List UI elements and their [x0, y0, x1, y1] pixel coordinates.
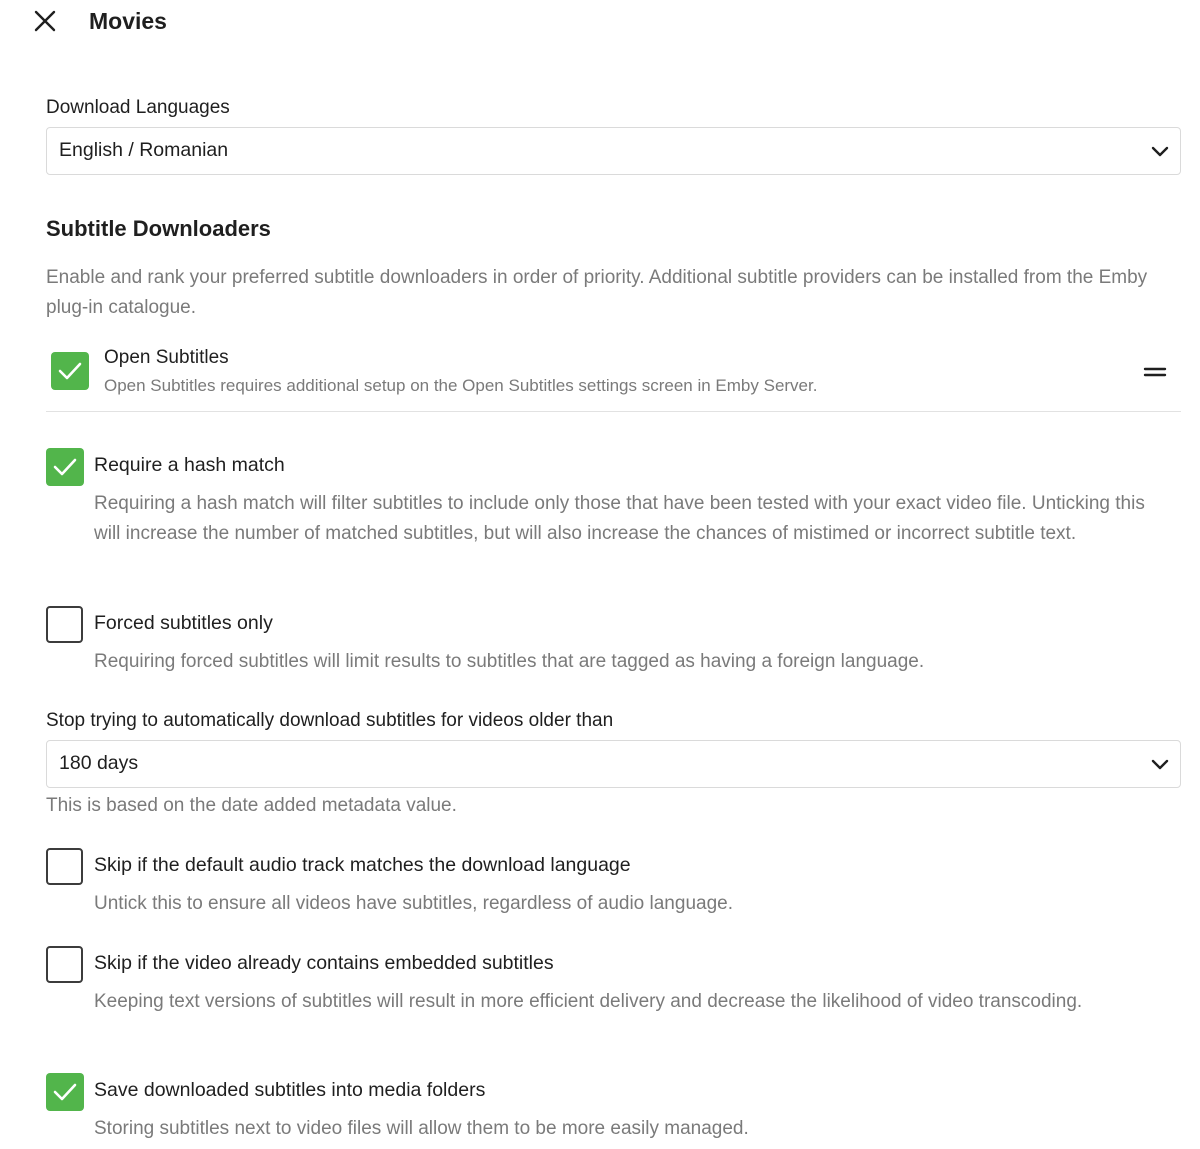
chevron-down-icon — [1150, 141, 1170, 161]
forced-only-checkbox[interactable] — [46, 606, 83, 643]
require-hash-label: Require a hash match — [94, 454, 285, 476]
skip-embedded-checkbox[interactable] — [46, 946, 83, 983]
chevron-down-icon — [1150, 754, 1170, 774]
provider-description: Open Subtitles requires additional setup on the Open Subtitles settings screen in Emby Server. — [104, 376, 818, 395]
age-limit-help: This is based on the date added metadata value. — [46, 795, 457, 816]
skip-audio-checkbox[interactable] — [46, 848, 83, 885]
close-icon — [34, 10, 56, 32]
subtitle-downloaders-description: Enable and rank your preferred subtitle downloaders in order of priority. Additional subtitle providers can be installed from the Emby plug-in catalogue. — [46, 267, 1148, 318]
checkmark-icon — [46, 448, 84, 486]
provider-enabled-checkbox[interactable] — [51, 352, 89, 390]
page-title: Movies — [89, 8, 167, 34]
skip-embedded-label: Skip if the video already contains embedded subtitles — [94, 952, 554, 974]
drag-handle-icon[interactable] — [1143, 364, 1167, 380]
download-languages-label: Download Languages — [46, 97, 230, 118]
save-in-media-checkbox[interactable] — [46, 1073, 84, 1111]
close-button[interactable] — [30, 6, 60, 36]
save-in-media-label: Save downloaded subtitles into media folders — [94, 1079, 486, 1101]
age-limit-select[interactable] — [46, 740, 1181, 788]
provider-name: Open Subtitles — [104, 347, 229, 368]
age-limit-label: Stop trying to automatically download subtitles for videos older than — [46, 710, 614, 731]
forced-only-help: Requiring forced subtitles will limit results to subtitles that are tagged as having a foreign language. — [94, 651, 925, 672]
provider-row-open-subtitles[interactable] — [46, 340, 1181, 412]
age-limit-value: 180 days — [59, 752, 139, 774]
subtitle-downloaders-title: Subtitle Downloaders — [46, 216, 271, 241]
download-languages-select[interactable] — [46, 127, 1181, 175]
require-hash-help: Requiring a hash match will filter subtitles to include only those that have been tested with your exact video file. Unticking this will increase the number of matched subtitles, but will also increase the chances of mistimed or incorrect subtitle text. — [94, 493, 1145, 544]
forced-only-label: Forced subtitles only — [94, 612, 273, 634]
skip-audio-label: Skip if the default audio track matches the download language — [94, 854, 631, 876]
checkmark-icon — [46, 1073, 84, 1111]
save-in-media-help: Storing subtitles next to video files will allow them to be more easily managed. — [94, 1118, 749, 1139]
dialog-header — [0, 0, 1200, 44]
download-languages-value: English / Romanian — [59, 139, 229, 161]
skip-audio-help: Untick this to ensure all videos have subtitles, regardless of audio language. — [94, 893, 733, 914]
checkmark-icon — [51, 352, 89, 390]
skip-embedded-help: Keeping text versions of subtitles will result in more efficient delivery and decrease the likelihood of video transcoding. — [94, 991, 1083, 1012]
require-hash-checkbox[interactable] — [46, 448, 84, 486]
